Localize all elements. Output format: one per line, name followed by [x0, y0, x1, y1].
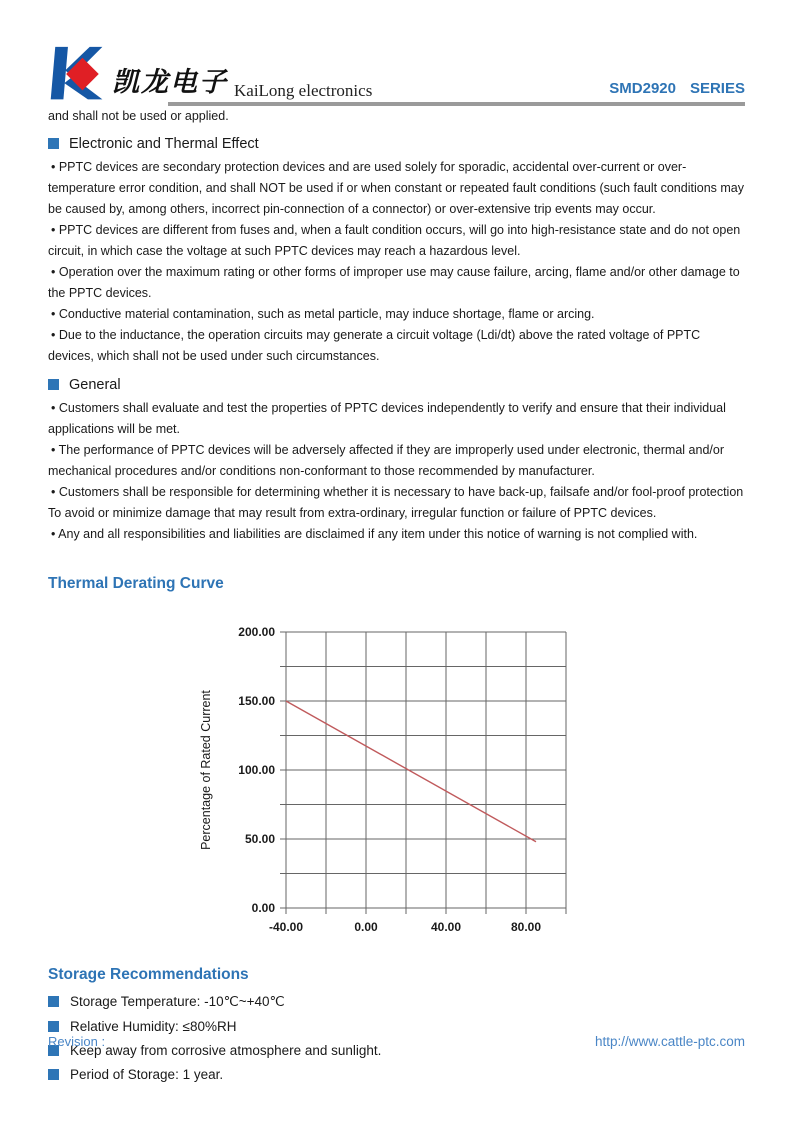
svg-text:-40.00: -40.00 [268, 919, 304, 934]
square-bullet-icon [48, 1069, 59, 1080]
square-bullet-icon [48, 1021, 59, 1032]
header-divider [168, 102, 745, 106]
svg-text:80.00: 80.00 [510, 919, 542, 934]
storage-item-text: Relative Humidity: ≤80%RH [70, 1018, 237, 1034]
svg-text:0.00: 0.00 [354, 919, 378, 934]
warning-paragraph: • The performance of PPTC devices will be adversely affected if they are improperly used under electronic, thermal and/or mechanical procedures and/or conditions non-conformant to those recommended by manufacturer. [48, 442, 724, 478]
svg-text:0.00: 0.00 [251, 900, 275, 915]
warning-paragraph: • Customers shall be responsible for determining whether it is necessary to have back-up, failsafe and/or fool-proof protection To avoid or minimize damage that may result from extra-ordinary, irregular function or failure of PPTC devices. [48, 484, 744, 520]
storage-item [48, 1019, 745, 1034]
section-title-text: Electronic and Thermal Effect [69, 135, 259, 152]
warning-paragraph: • Due to the inductance, the operation circuits may generate a circuit voltage (Ldi/dt) above the rated voltage of PPTC devices, which shall not be used under such circumstances. [48, 327, 701, 363]
storage-item-text: Storage Temperature: -10℃~+40℃ [70, 993, 285, 1009]
carryover-text: and shall not be used or applied. [48, 109, 229, 123]
derating-chart-svg [176, 619, 596, 943]
series-title [609, 81, 745, 102]
warning-paragraph: • Operation over the maximum rating or other forms of improper use may cause failure, arcing, flame and/or other damage to the PPTC devices. [48, 264, 740, 300]
revision-label: Revision : [48, 1034, 106, 1049]
warning-paragraph: • Any and all responsibilities and liabilities are disclaimed if any item under this notice of warning is not complied with. [51, 526, 698, 541]
section-title-text: General [69, 376, 121, 393]
series-model: SMD2920 [609, 80, 676, 97]
warning-paragraph: • PPTC devices are secondary protection devices and are used solely for sporadic, accidental over-current or over-temperature error condition, and shall NOT be used if or when constant or repeated fault conditions (such fault conditions may be caused by, among others, incorrect pin-connection of a connector) or over-extensive trip events may occur. [48, 159, 744, 216]
storage-recommendations-heading: Storage Recommendations [48, 965, 249, 983]
section-general [48, 377, 745, 545]
warning-paragraph: • Conductive material contamination, such as metal particle, may induce shortage, flame or arcing. [51, 306, 595, 321]
svg-text:150.00: 150.00 [238, 693, 275, 708]
square-bullet-icon [48, 138, 59, 149]
svg-text:200.00: 200.00 [238, 624, 275, 639]
storage-item-text: Keep away from corrosive atmosphere and sunlight. [70, 1042, 382, 1058]
brand-english-name: KaiLong electronics [234, 81, 373, 100]
kailong-logo-icon [48, 46, 106, 102]
series-word: SERIES [689, 80, 745, 97]
storage-item [48, 994, 745, 1010]
warning-paragraph: • PPTC devices are different from fuses and, when a fault condition occurs, will go into high-resistance state and do not open circuit, in which case the voltage at such PPTC devices may reach a hazardous level. [48, 222, 741, 258]
section-electronic-thermal-effect [48, 136, 745, 367]
square-bullet-icon [48, 379, 59, 390]
svg-text:40.00: 40.00 [430, 919, 462, 934]
header [48, 48, 745, 102]
section-title [48, 377, 745, 393]
square-bullet-icon [48, 996, 59, 1007]
footer [48, 1034, 745, 1049]
warning-paragraph: • Customers shall evaluate and test the properties of PPTC devices independently to verify and ensure that their individual applications will be met. [48, 400, 726, 436]
thermal-derating-chart [176, 619, 745, 948]
section-title [48, 136, 745, 152]
website-link[interactable]: http://www.cattle-ptc.com [594, 1034, 745, 1049]
thermal-derating-curve-heading: Thermal Derating Curve [48, 574, 224, 592]
svg-text:100.00: 100.00 [238, 762, 275, 777]
storage-item-text: Period of Storage: 1 year. [70, 1066, 224, 1082]
storage-item [48, 1067, 745, 1082]
svg-text:50.00: 50.00 [244, 831, 275, 846]
brand-chinese-name: 凯龙电子 [112, 67, 228, 98]
svg-text:Percentage of Rated Current: Percentage of Rated Current [199, 689, 213, 850]
